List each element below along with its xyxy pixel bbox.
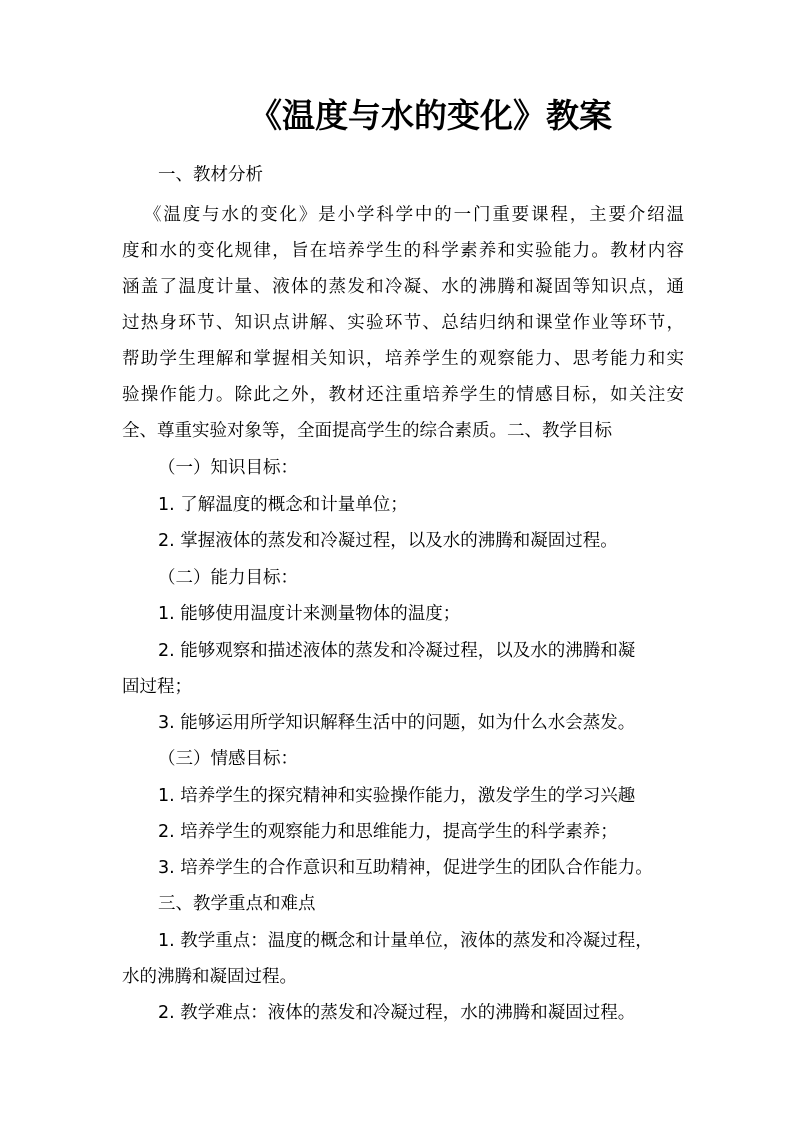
list-item: 1. 教学重点：温度的概念和计量单位，液体的蒸发和冷凝过程， [158,931,653,951]
section-heading-key-points: 三、教学重点和难点 [158,894,316,914]
list-item-continuation: 固过程； [122,677,192,697]
section-heading-materials: 一、教材分析 [158,165,263,185]
list-item: 1. 能够使用温度计来测量物体的温度； [158,604,461,624]
paragraph-line: 涵盖了温度计量、液体的蒸发和冷凝、水的沸腾和凝固等知识点，通 [122,277,684,297]
paragraph-line: 全、尊重实验对象等，全面提高学生的综合素质。二、教学目标 [122,421,612,441]
paragraph-line: 验操作能力。除此之外，教材还注重培养学生的情感目标，如关注安 [122,385,684,405]
ability-goals-heading: （二）能力目标： [158,568,298,588]
knowledge-goals-heading: （一）知识目标： [158,458,298,478]
list-item: 2. 培养学生的观察能力和思维能力，提高学生的科学素养； [158,822,618,842]
list-item-continuation: 水的沸腾和凝固过程。 [122,967,297,987]
paragraph-line: 帮助学生理解和掌握相关知识，培养学生的观察能力、思考能力和实 [122,349,684,369]
list-item: 2. 能够观察和描述液体的蒸发和冷凝过程，以及水的沸腾和凝 [158,641,636,661]
paragraph-line: 度和水的变化规律，旨在培养学生的科学素养和实验能力。教材内容 [122,241,684,261]
document-title: 《温度与水的变化》教案 [249,96,612,135]
list-item: 1. 培养学生的探究精神和实验操作能力，激发学生的学习兴趣 [158,786,636,806]
paragraph-line: 过热身环节、知识点讲解、实验环节、总结归纳和课堂作业等环节， [122,313,684,333]
paragraph-line: 《温度与水的变化》是小学科学中的一门重要课程，主要介绍温 [144,205,684,225]
list-item: 3. 能够运用所学知识解释生活中的问题，如为什么水会蒸发。 [158,713,636,733]
list-item: 1. 了解温度的概念和计量单位； [158,495,408,515]
emotion-goals-heading: （三）情感目标： [158,749,298,769]
list-item: 2. 教学难点：液体的蒸发和冷凝过程，水的沸腾和凝固过程。 [158,1003,636,1023]
list-item: 3. 培养学生的合作意识和互助精神，促进学生的团队合作能力。 [158,858,653,878]
list-item: 2. 掌握液体的蒸发和冷凝过程，以及水的沸腾和凝固过程。 [158,531,618,551]
